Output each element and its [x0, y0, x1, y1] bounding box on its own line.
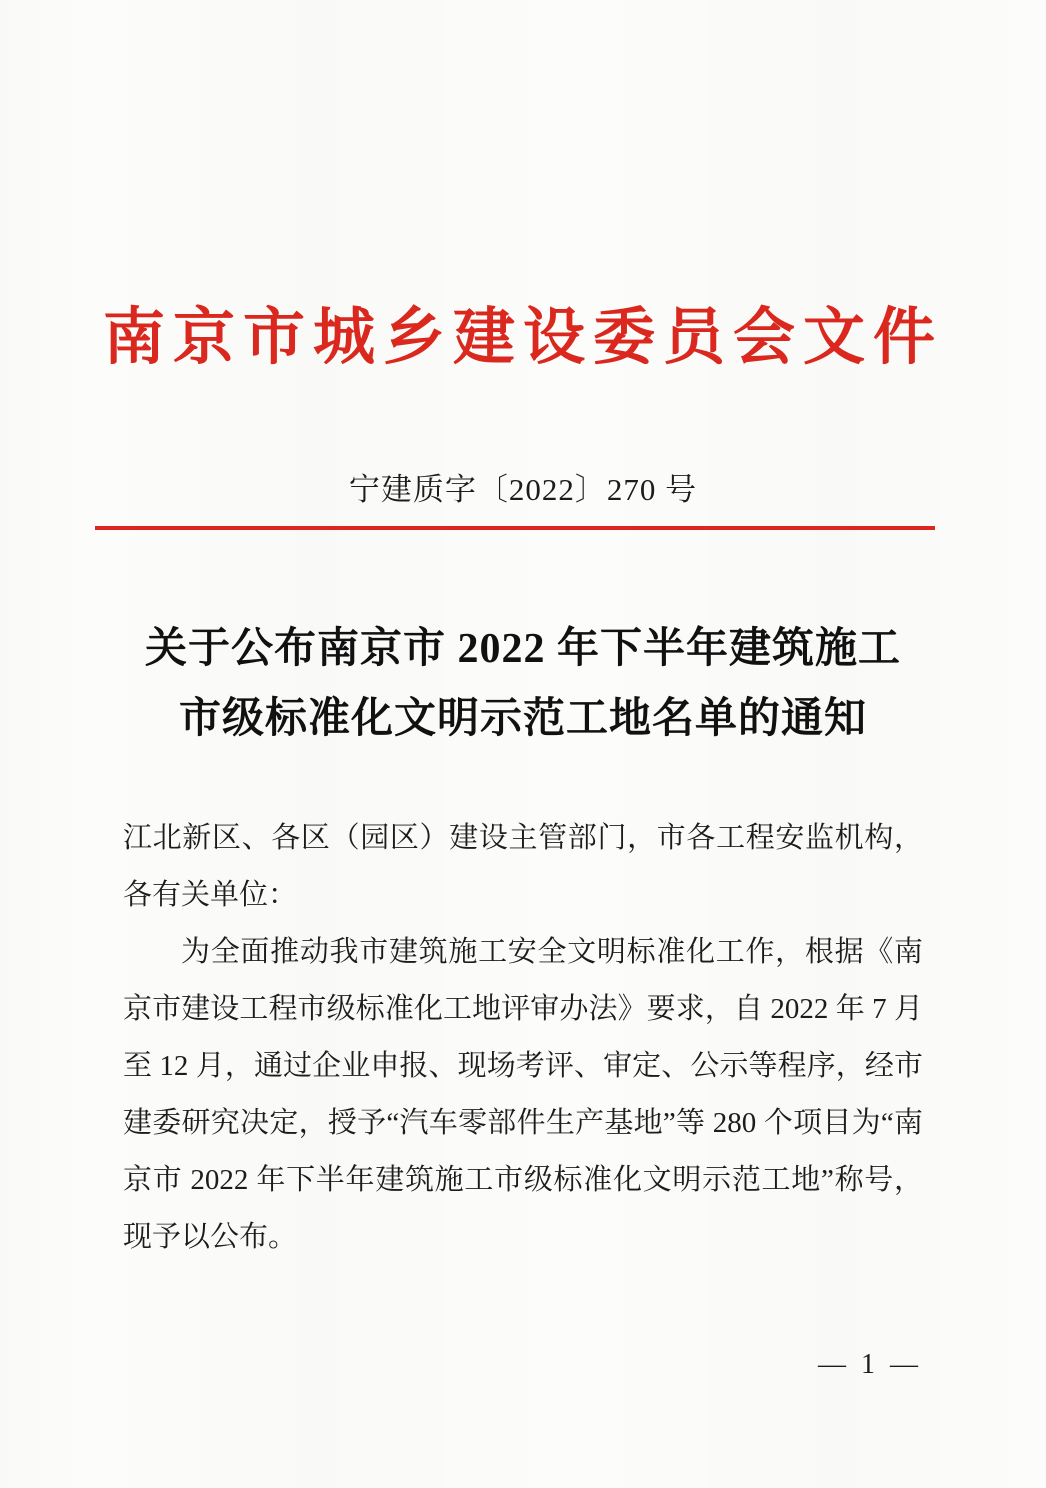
- document-reference-number: 宁建质字〔2022〕270 号: [348, 472, 698, 507]
- recipient-salutation-line: 江北新区、各区（园区）建设主管部门，市各工程安监机构，各有关单位：: [123, 822, 923, 911]
- document-title-line1: 关于公布南京市 2022 年下半年建筑施工: [144, 626, 901, 672]
- red-divider-line: [95, 526, 935, 530]
- document-title-line2: 市级标准化文明示范工地名单的通知: [178, 696, 867, 742]
- page-number: — 1 —: [818, 1349, 922, 1380]
- issuing-authority-header: 南京市城乡建设委员会文件: [102, 304, 943, 372]
- document-body: [123, 810, 923, 1266]
- body-paragraph: 为全面推动我市建筑施工安全文明标准化工作，根据《南京市建设工程市级标准化工地评审办法》要求，自 2022 年 7 月至 12 月，通过企业申报、现场考评、审定、公示等程序，经市建委研究决定，授予“汽车零部件生产基地”等 280 个项目为“南京市 2022 年下半年建筑施工市级标准化文明示范工地”称号，现予以公布。: [123, 936, 923, 1253]
- document-title: [0, 614, 1046, 754]
